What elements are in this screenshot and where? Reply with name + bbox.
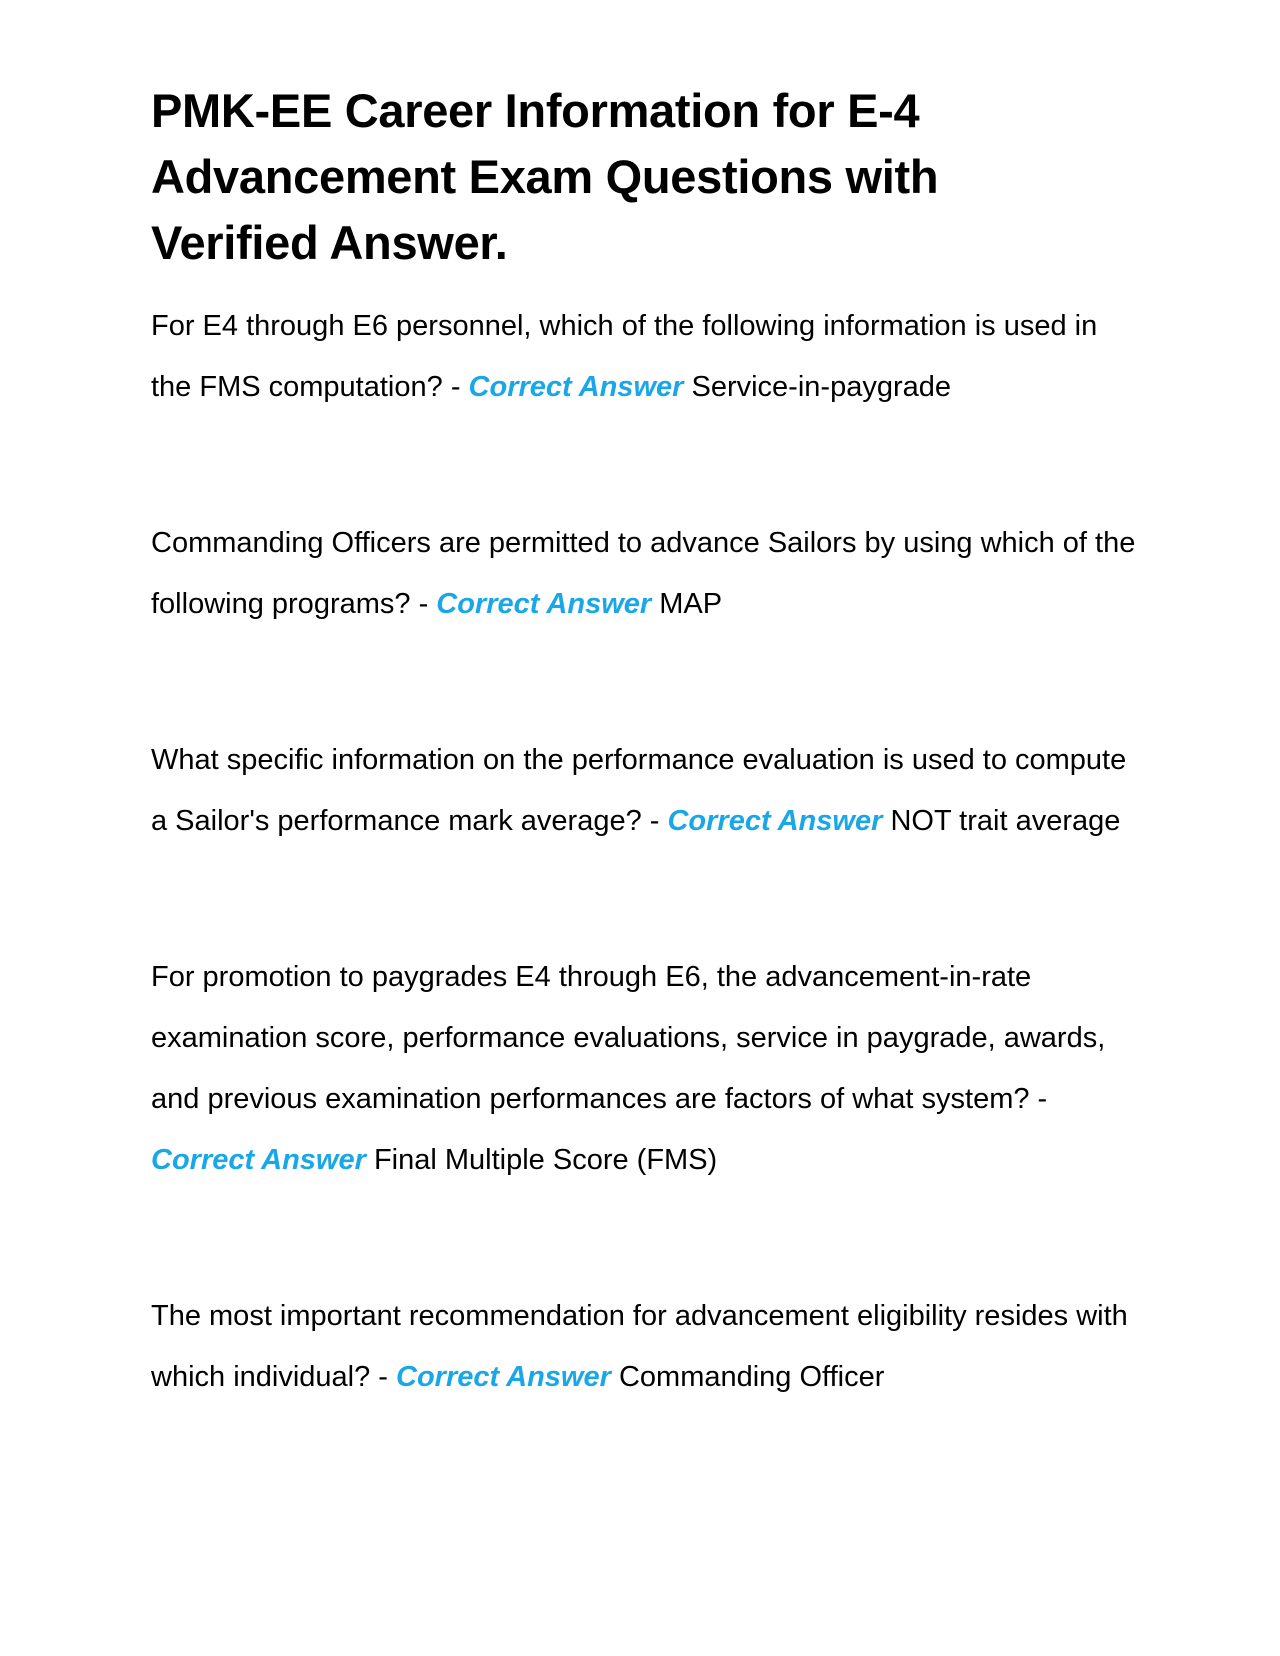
qa-item-5: [151, 1286, 1136, 1408]
correct-answer-label: Correct Answer: [396, 1361, 611, 1393]
answer-text: Service-in-paygrade: [691, 371, 951, 403]
answer-text: NOT trait average: [890, 805, 1121, 837]
question-text: For E4 through E6 personnel, which of the following information is used in the FMS computation? -: [151, 310, 1098, 403]
qa-item-4: [151, 947, 1136, 1191]
document-page: [151, 78, 1136, 1408]
question-text: Commanding Officers are permitted to advance Sailors by using which of the following programs? -: [151, 527, 1136, 620]
qa-item-3: [151, 730, 1136, 852]
question-text: For promotion to paygrades E4 through E6, the advancement-in-rate examination score, performance evaluations, service in paygrade, awards, and previous examination performances are factors of what system? -: [151, 961, 1106, 1115]
answer-text: Commanding Officer: [618, 1361, 885, 1393]
correct-answer-label: Correct Answer: [667, 805, 883, 837]
document-title: PMK-EE Career Information for E-4 Advancement Exam Questions with Verified Answer.: [151, 84, 939, 269]
answer-text: MAP: [659, 588, 723, 620]
question-text: The most important recommendation for advancement eligibility resides with which individual? -: [151, 1300, 1128, 1393]
answer-text: Final Multiple Score (FMS): [373, 1144, 718, 1176]
correct-answer-label: Correct Answer: [151, 1144, 366, 1176]
question-text: What specific information on the performance evaluation is used to compute a Sailor's performance mark average? -: [151, 744, 1127, 837]
correct-answer-label: Correct Answer: [436, 588, 652, 620]
correct-answer-label: Correct Answer: [468, 371, 684, 403]
qa-item-1: [151, 296, 1136, 418]
qa-item-2: [151, 513, 1136, 635]
